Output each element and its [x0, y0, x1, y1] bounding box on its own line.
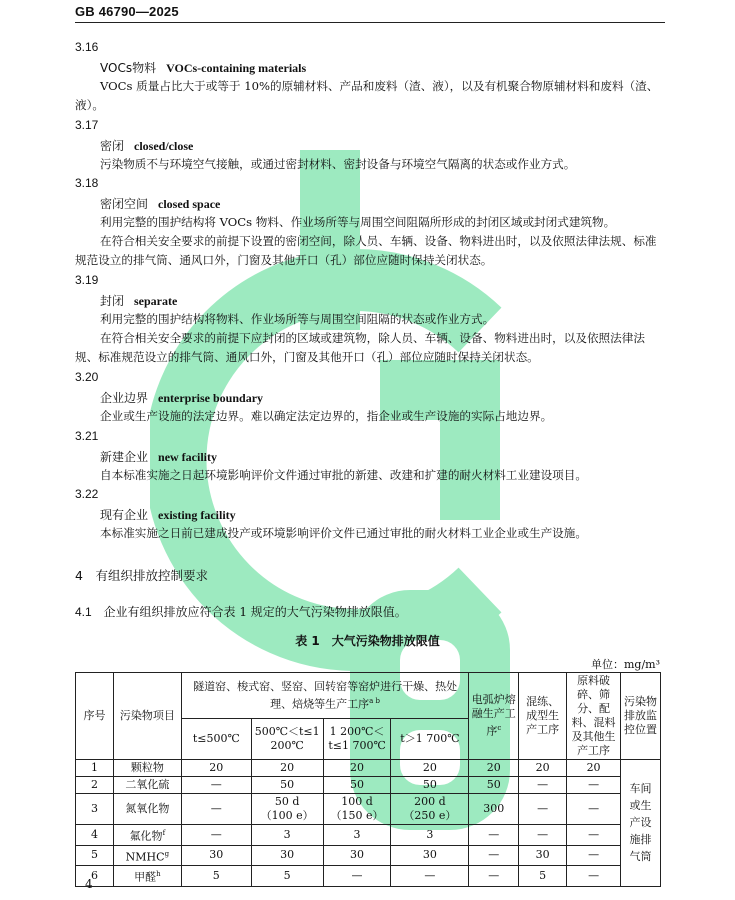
header-t3: 1 200℃＜t≤1 700℃	[323, 718, 391, 759]
header-kiln-group: 隧道窑、梭式窑、竖窑、回转窑等窑炉进行干燥、热处理、焙烧等生产工序$^{a b}$	[181, 673, 469, 719]
cell: 5	[76, 845, 114, 866]
clause-number: 3.17	[75, 118, 99, 132]
cell: —	[567, 794, 621, 825]
clause-number: 3.19	[75, 273, 99, 287]
cell: 5	[519, 866, 567, 887]
monitor-location-cell: 车间或生产设施排气筒	[621, 760, 661, 887]
table-row	[76, 825, 661, 846]
cell: —	[567, 825, 621, 846]
cell: —	[181, 794, 251, 825]
term-title	[100, 59, 306, 76]
cell: 3	[251, 825, 323, 846]
term-definition: VOCs 质量占比大于或等于 10%的原辅材料、产品和废料（渣、液），以及有机聚合物原辅材料和废料（渣、液）。	[75, 79, 659, 112]
cell: —	[469, 866, 519, 887]
cell: 50	[323, 777, 391, 794]
cell: 30	[323, 845, 391, 866]
cell: 100 d （150 e）	[323, 794, 391, 825]
cell: 3	[323, 825, 391, 846]
clause-number: 3.21	[75, 429, 99, 443]
cell: —	[391, 866, 469, 887]
term-definition: 本标准实施之日前已建成投产或环境影响评价文件已通过审批的耐火材料工业企业或生产设施。	[100, 526, 587, 540]
term-title	[100, 448, 217, 465]
term-cn: 现有企业	[100, 508, 149, 522]
cell: 2	[76, 777, 114, 794]
clause-4-1	[75, 603, 407, 620]
term-title	[100, 292, 177, 309]
cell: 200 d （250 e）	[391, 794, 469, 825]
cell: 30	[181, 845, 251, 866]
header-seq: 序号	[76, 673, 114, 760]
header-mixing: 混练、成型生产工序	[519, 673, 567, 760]
term-title	[100, 195, 220, 212]
clause-text: 企业有组织排放应符合表 1 规定的大气污染物排放限值。	[103, 605, 407, 619]
clause-number: 3.20	[75, 370, 99, 384]
cell: —	[519, 825, 567, 846]
term-definition: 利用完整的围护结构将物料、作业场所等与周围空间阻隔的状态或作业方式。	[100, 312, 495, 326]
cell: 二氧化硫	[113, 777, 181, 794]
cell: 颗粒物	[113, 760, 181, 777]
cell: 5	[181, 866, 251, 887]
clause-number: 3.18	[75, 176, 99, 190]
cell: 1	[76, 760, 114, 777]
cell: 50	[391, 777, 469, 794]
term-title	[100, 506, 236, 523]
term-en: closed/close	[134, 139, 194, 153]
cell: 甲醛$^h$	[113, 866, 181, 887]
page-number: 4	[85, 877, 93, 891]
cell: 5	[251, 866, 323, 887]
cell: —	[567, 866, 621, 887]
clause-number: 4.1	[75, 605, 92, 619]
term-cn: 封闭	[100, 294, 125, 308]
table-caption: 表 1 大气污染物排放限值	[295, 634, 440, 648]
cell: 20	[323, 760, 391, 777]
term-en: closed space	[158, 197, 221, 211]
term-cn: 新建企业	[100, 450, 149, 464]
term-cn: 密闭	[100, 139, 125, 153]
cell: 20	[469, 760, 519, 777]
cell: —	[469, 845, 519, 866]
cell: 3	[76, 794, 114, 825]
term-note: 在符合相关安全要求的前提下设置的密闭空间，除人员、车辆、设备、物料进出时，以及依照法律法规、标准规范设立的排气筒、通风口外，门窗及其他开口（孔）部位应随时保持关闭状态。	[75, 234, 657, 267]
cell: —	[323, 866, 391, 887]
cell: 20	[519, 760, 567, 777]
cell: 4	[76, 825, 114, 846]
term-en: existing facility	[158, 508, 236, 522]
header-arc-furnace: 电弧炉熔融生产工序$^c$	[469, 673, 519, 760]
clause-number: 3.16	[75, 40, 99, 54]
cell: 20	[391, 760, 469, 777]
cell: —	[567, 777, 621, 794]
header-crushing: 原料破碎、筛分、配料、混料及其他生产工序	[567, 673, 621, 760]
term-en: new facility	[158, 450, 218, 464]
header-t4: t＞1 700℃	[391, 718, 469, 759]
term-definition: 自本标准实施之日起环境影响评价文件通过审批的新建、改建和扩建的耐火材料工业建设项目。	[100, 468, 587, 482]
term-title	[100, 389, 263, 406]
clause-number: 3.22	[75, 487, 99, 501]
cell: —	[567, 845, 621, 866]
cell: 30	[391, 845, 469, 866]
term-definition: 企业或生产设施的法定边界。难以确定法定边界的，指企业或生产设施的实际占地边界。	[100, 409, 553, 423]
cell: —	[181, 825, 251, 846]
term-definition: 污染物质不与环境空气接触，或通过密封材料、密封设备与环境空气隔离的状态或作业方式。	[100, 157, 576, 171]
table-row	[76, 845, 661, 866]
cell: 20	[181, 760, 251, 777]
header-monitor: 污染物排放监控位置	[621, 673, 661, 760]
header-pollutant: 污染物项目	[113, 673, 181, 760]
cell: 3	[391, 825, 469, 846]
table-row	[76, 794, 661, 825]
term-en: separate	[134, 294, 178, 308]
term-cn: VOCs物料	[100, 61, 157, 75]
cell: 50	[469, 777, 519, 794]
emission-limits-table	[75, 672, 661, 887]
cell: —	[469, 825, 519, 846]
cell: NMHC$^g$	[113, 845, 181, 866]
table-row	[76, 760, 661, 777]
header-t1: t≤500℃	[181, 718, 251, 759]
term-title	[100, 137, 193, 154]
section-heading: 4 有组织排放控制要求	[75, 568, 208, 583]
table-unit: 单位：mg/m³	[590, 658, 660, 671]
term-note: 在符合相关安全要求的前提下应封闭的区域或建筑物，除人员、车辆、设备、物料进出时，以及依照法律法规、标准规范设立的排气筒、通风口外，门窗及其他开口（孔）部位应随时保持关闭状态。	[75, 331, 645, 364]
term-en: VOCs-containing materials	[166, 61, 307, 75]
header-t2: 500℃＜t≤1 200℃	[251, 718, 323, 759]
term-en: enterprise boundary	[158, 391, 264, 405]
cell: 50	[251, 777, 323, 794]
cell: 50 d （100 e）	[251, 794, 323, 825]
term-cn: 企业边界	[100, 391, 149, 405]
cell: 氮氧化物	[113, 794, 181, 825]
term-cn: 密闭空间	[100, 197, 149, 211]
cell: —	[519, 777, 567, 794]
header-rule	[75, 22, 665, 23]
term-definition: 利用完整的围护结构将 VOCs 物料、作业场所等与周围空间阻隔所形成的封闭区域或封闭式建筑物。	[100, 215, 616, 229]
table-row	[76, 777, 661, 794]
cell: 30	[519, 845, 567, 866]
cell: 20	[567, 760, 621, 777]
cell: —	[181, 777, 251, 794]
cell: 30	[251, 845, 323, 866]
table-row	[76, 866, 661, 887]
cell: 氟化物$^f$	[113, 825, 181, 846]
standard-code-header: GB 46790—2025	[75, 4, 179, 19]
cell: 6	[76, 866, 114, 887]
cell: —	[519, 794, 567, 825]
cell: 20	[251, 760, 323, 777]
cell: 300	[469, 794, 519, 825]
